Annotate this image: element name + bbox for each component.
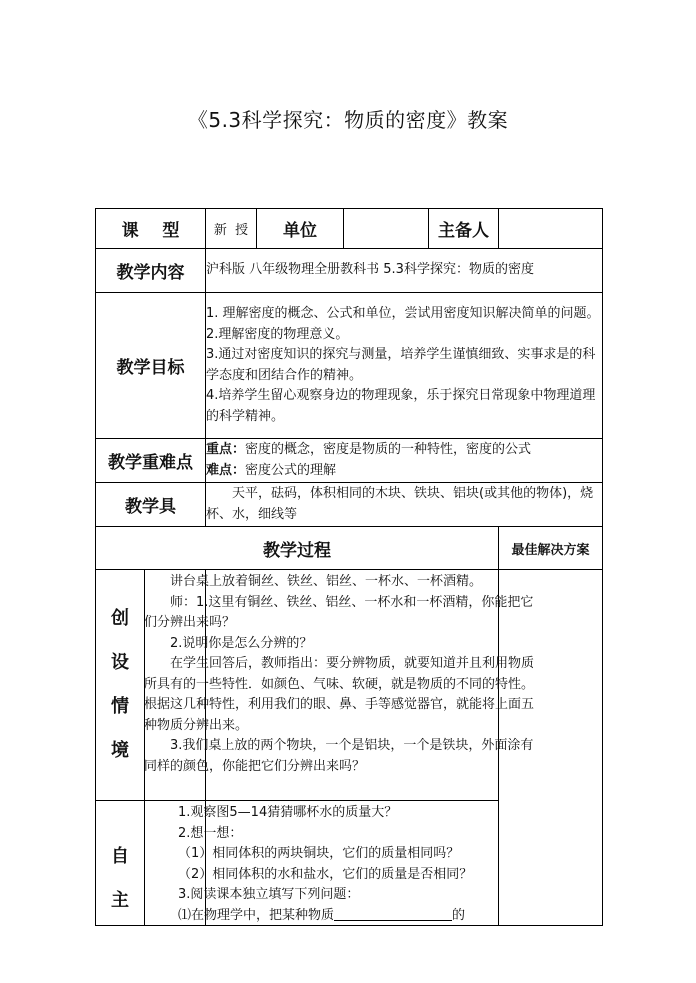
self-line: （1）相同体积的两块铜块，它们的质量相同吗？	[178, 846, 460, 861]
author-label: 主备人	[429, 209, 499, 249]
content-label: 教学内容	[96, 249, 206, 293]
self-line: 1.观察图5—14猜猜哪杯水的质量大？	[178, 805, 398, 820]
scenario-paragraph: 在学生回答后，教师指出：要分辨物质，就要知道并且利用物质所具有的一些特性．如颜色、气味、软硬，就是物质的不同的特性。根据这几种特性，利用我们的眼、鼻、手等感觉器官，就能将上面五种物质分辨出来。	[144, 656, 535, 733]
difficulty-label: 难点：	[206, 462, 246, 478]
process-label: 教学过程	[96, 527, 499, 570]
self-line-fill: ⑴在物理学中，把某种物质 的	[178, 907, 466, 923]
goal-item: 3.通过对密度知识的探究与测量，培养学生谨慎细致、实事求是的科学态度和团结合作的精神。	[206, 347, 596, 383]
scenario-vertical-label: 创 设 情 境	[96, 570, 145, 800]
page-title: 《5.3科学探究：物质的密度》教案	[187, 108, 509, 132]
key-label: 重点：	[206, 442, 246, 457]
scenario-text	[144, 570, 535, 801]
goals-label: 教学目标	[96, 293, 206, 439]
row-goals	[96, 293, 603, 439]
author-value	[499, 209, 603, 249]
best-solution-label: 最佳解决方案	[499, 527, 603, 570]
row-lesson-type	[96, 209, 603, 249]
tools-text: 天平，砝码，体积相同的木块、铁块、铝块(或其他的物体)，烧杯、水，细线等	[206, 483, 603, 527]
self-text	[178, 801, 499, 926]
goal-item: 4.培养学生留心观察身边的物理现象，乐于探究日常现象中物理道理的科学精神。	[206, 388, 596, 424]
unit-label: 单位	[257, 209, 344, 249]
self-line: 3.阅读课本独立填写下列问题：	[178, 887, 360, 902]
goal-item: 2.理解密度的物理意义。	[206, 326, 349, 342]
goal-item: 1. 理解密度的概念、公式和单位，尝试用密度知识解决简单的问题。	[206, 306, 600, 321]
row-content	[96, 249, 603, 293]
lesson-type-label: 课 型	[96, 209, 206, 249]
self-vertical-label: 自 主	[96, 801, 145, 925]
scenario-paragraph: 2.说明你是怎么分辨的？	[170, 635, 313, 651]
blank-line	[334, 908, 452, 921]
row-tools	[96, 483, 603, 527]
row-self-study	[96, 801, 603, 926]
goals-list	[206, 293, 603, 439]
self-line: 2.想一想：	[178, 825, 243, 841]
scenario-paragraph: 3.我们桌上放的两个物块，一个是铝块，一个是铁块，外面涂有同样的颜色，你能把它们分辨出来吗？	[144, 738, 534, 774]
scenario-paragraph: 师：1.这里有铜丝、铁丝、铝丝、一杯水和一杯酒精，你能把它们分辨出来吗？	[144, 594, 534, 630]
row-scenario	[96, 570, 603, 801]
key-text: 密度的概念，密度是物质的一种特性，密度的公式	[245, 442, 532, 457]
self-line: （2）相同体积的水和盐水，它们的质量是否相同？	[178, 866, 473, 882]
lesson-type-value: 新 授	[206, 209, 257, 249]
tools-label: 教学具	[96, 483, 206, 527]
keypoints-cell	[206, 439, 603, 483]
row-process-header	[96, 527, 603, 570]
content-text: 沪科版 八年级物理全册教科书 5.3科学探究：物质的密度	[206, 249, 603, 293]
row-keypoints	[96, 439, 603, 483]
scenario-paragraph: 讲台桌上放着铜丝、铁丝、铝丝、一杯水、一杯酒精。	[170, 574, 483, 589]
unit-value	[344, 209, 429, 249]
difficulty-text: 密度公式的理解	[245, 462, 337, 478]
lesson-plan-table	[95, 208, 603, 926]
keypoints-label: 教学重难点	[96, 439, 206, 483]
